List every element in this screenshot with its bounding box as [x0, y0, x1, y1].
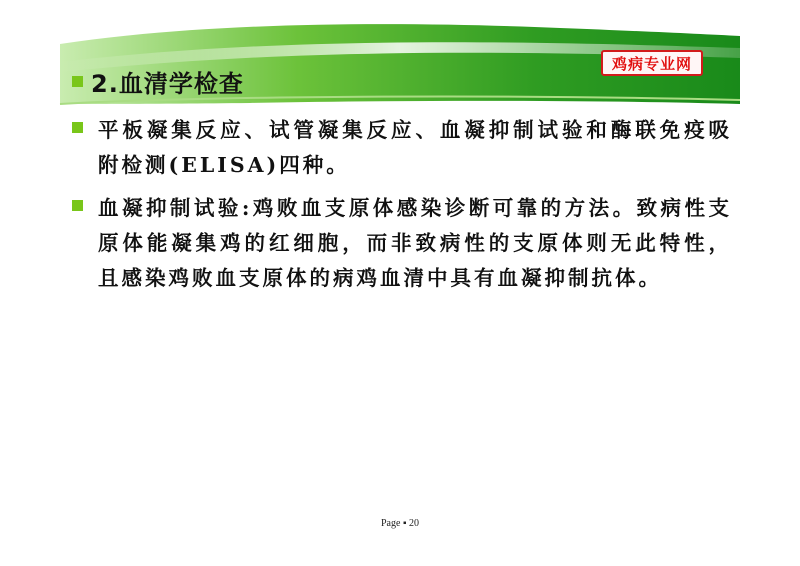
bullet-paragraph — [72, 191, 732, 296]
paragraph-text: 血凝抑制试验:鸡败血支原体感染诊断可靠的方法。致病性支原体能凝集鸡的红细胞，而非致病性的支原体则无此特性，且感染鸡败血支原体的病鸡血清中具有血凝抑制抗体。 — [98, 196, 732, 290]
slide-content — [72, 113, 732, 304]
paragraph-text: 平板凝集反应、试管凝集反应、血凝抑制试验和酶联免疫吸附检测(ELISA)四种。 — [98, 118, 732, 177]
brand-logo-text: 鸡病专业网 — [611, 54, 692, 73]
bullet-square-icon — [72, 122, 83, 133]
bullet-paragraph — [72, 113, 732, 183]
bullet-square-icon — [72, 200, 83, 211]
title-bullet — [72, 76, 83, 87]
slide-title: 2.血清学检查 — [91, 69, 244, 98]
title-row — [72, 66, 244, 96]
page-number: Page ▪ 20 — [381, 518, 419, 529]
brand-logo — [601, 50, 703, 76]
